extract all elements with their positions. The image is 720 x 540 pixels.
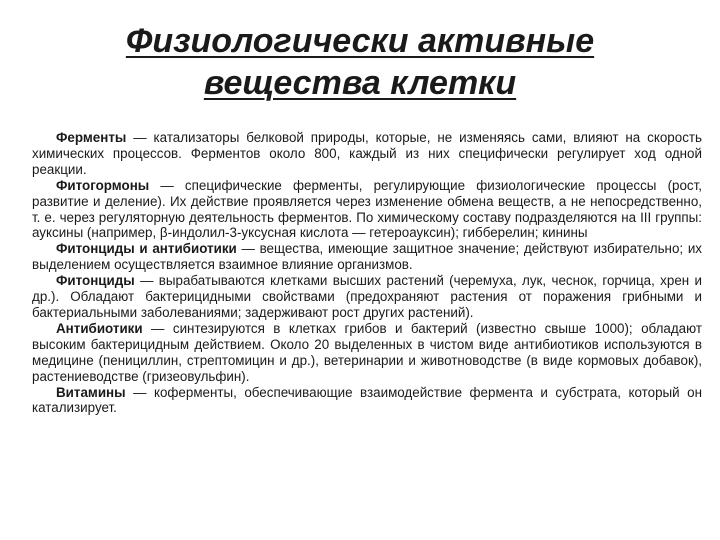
body-text [32, 130, 702, 416]
slide-title [0, 20, 720, 104]
definition-phytohormones: — специфические ферменты, регулирующие физиологические процессы (рост, развитие и деление). Их действие проявляется через изменение обмена веществ, а не непосредственно, т. е. через регуляторную деятельность ферментов. По химическому составу подразделяются на III группы: ауксины (например, β-индолил-3-уксусная кислота — гетероауксин); гибберелин; кинины [32, 177, 702, 241]
term-vitamins: Витамины [56, 384, 126, 400]
title-line-1: Физиологически активные [125, 22, 595, 60]
definition-enzymes: — катализаторы белковой природы, которые, не изменяясь сами, влияют на скорость химических процессов. Ферментов около 800, каждый из них специфически регулирует ход одной реакции. [32, 130, 702, 177]
paragraph-enzymes [32, 130, 702, 178]
paragraph-antibiotics [32, 321, 702, 385]
term-enzymes: Ферменты [56, 130, 127, 145]
term-antibiotics: Антибиотики [56, 320, 143, 336]
definition-vitamins: — коферменты, обеспечивающие взаимодействие фермента и субстрата, который он катализирует. [32, 384, 702, 416]
term-phytoncides: Фитонциды [56, 273, 135, 289]
definition-phytoncides-antibiotics: — вещества, имеющие защитное значение; действуют избирательно; их выделением осуществляется взаимное влияние организмов. [32, 241, 702, 273]
definition-antibiotics: — синтезируются в клетках грибов и бактерий (известно свыше 1000); обладают высоким бактерицидным действием. Около 20 выделенных в чистом виде антибиотиков используются в медицине (пенициллин, стрептомицин и др.), ветеринарии и животноводстве (в виде кормовых добавок), растениеводстве (гризеовульфин). [32, 320, 702, 384]
term-phytohormones: Фитогормоны [56, 177, 150, 193]
definition-phytoncides: — вырабатываются клетками высших растений (черемуха, лук, чеснок, горчица, хрен и др.). Обладают бактерицидными свойствами (предохраняют растения от поражения грибными и бактериальными заболеваниями; задерживают рост других растений). [32, 273, 702, 320]
paragraph-phytohormones [32, 178, 702, 242]
paragraph-phytoncides-antibiotics [32, 241, 702, 273]
title-line-2: вещества клетки [203, 64, 517, 102]
term-phytoncides-antibiotics: Фитонциды и антибиотики [56, 241, 237, 257]
paragraph-vitamins [32, 385, 702, 417]
paragraph-phytoncides [32, 273, 702, 321]
